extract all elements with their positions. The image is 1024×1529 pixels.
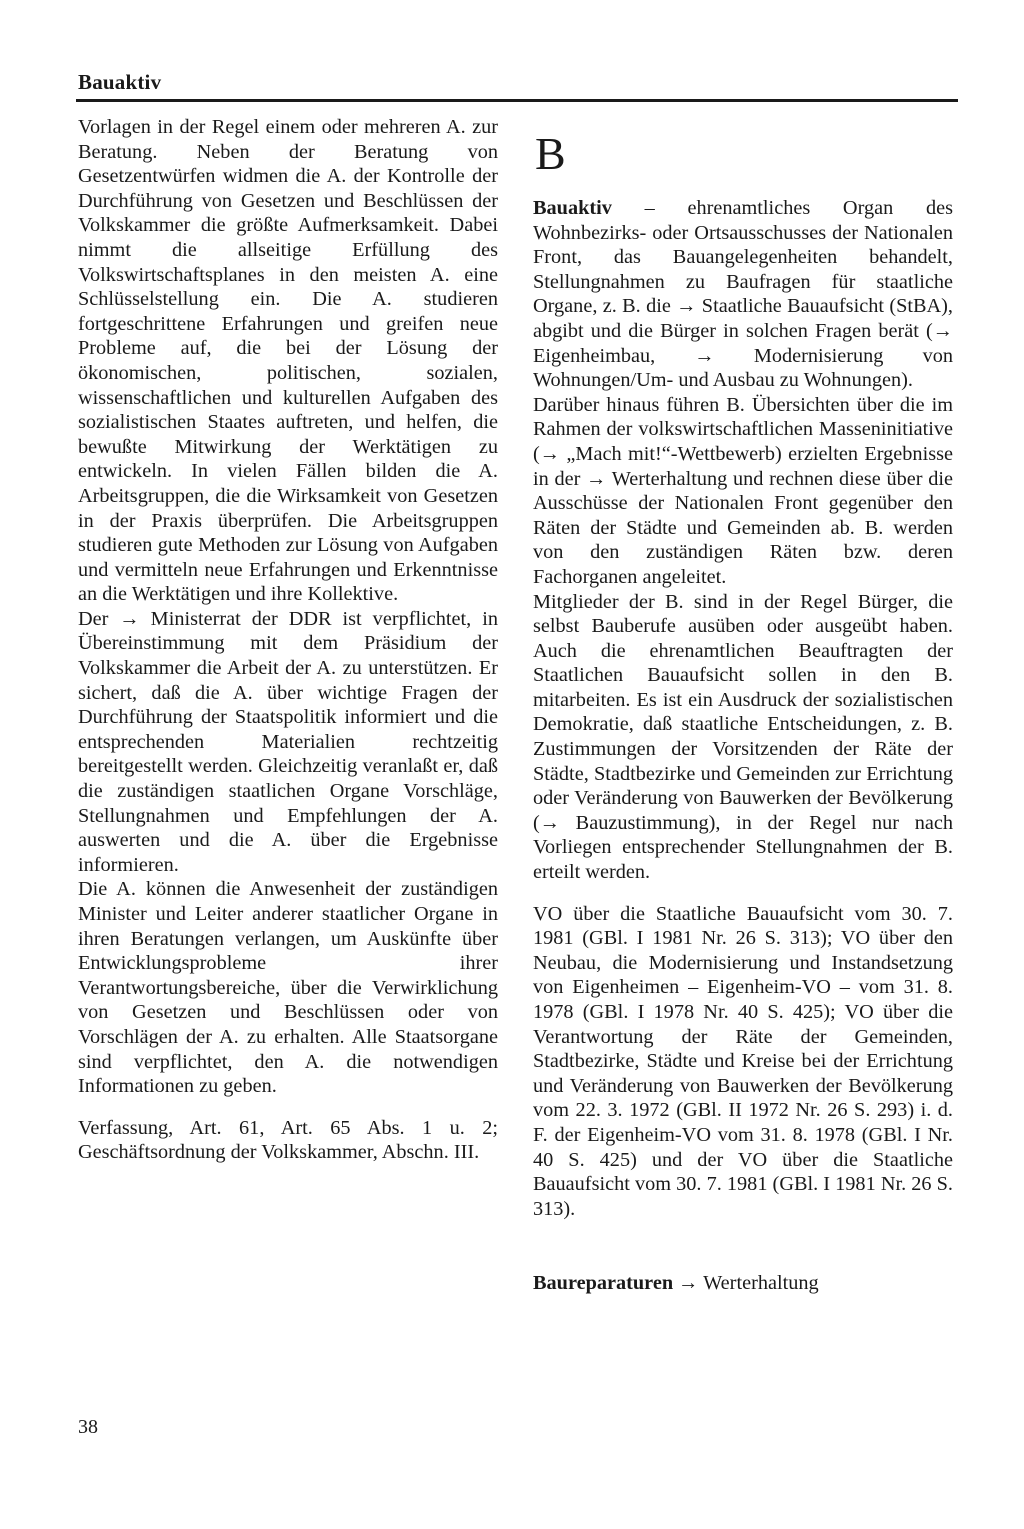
right-column [533, 115, 953, 1296]
right-reference: VO über die Staatliche Bauaufsicht vom 30. 7. 1981 (GBl. I 1981 Nr. 26 S. 313); VO über den Neubau, die Modernisierung und Instandsetzung von Eigenheimen – Eigenheim-VO – vom 31. 8. 1978 (GBl. I 1978 Nr. 40 S. 425); VO über die Verantwortung der Räte der Gemeinden, Stadtbezirke, Städte und Kreise bei der Errichtung und Veränderung von Bauwerken der Bevölkerung vom 22. 3. 1972 (GBl. II 1972 Nr. 26 S. 293) i. d. F. der Eigenheim-VO vom 31. 8. 1978 (GBl. I Nr. 40 S. 425) und der VO über die Staatliche Bauaufsicht vom 30. 7. 1981 (GBl. I 1981 Nr. 26 S. 313). [533, 902, 953, 1220]
left-paragraph: Der → Ministerrat der DDR ist verpflichtet, in Übereinstimmung mit dem Präsidium der Volkskammer die Arbeit der A. zu unterstützen. Er sichert, daß die A. über wichtige Fragen der Durchführung der Staatspolitik informiert und die entsprechenden Materialien rechtzeitig bereitgestellt werden. Gleichzeitig veranlaßt er, daß die zuständigen staatlichen Organe Vorschläge, Stellungnahmen und Empfehlungen der A. auswerten und die A. über die Ergebnisse informieren. [78, 607, 498, 876]
section-letter: B [535, 128, 566, 179]
left-paragraph: Die A. können die Anwesenheit der zuständigen Minister und Leiter anderer staatlicher Organe in ihren Beratungen verlangen, um Auskünfte über Entwicklungsprobleme ihrer Verantwortungsbereiche, über die Verwirklichung von Gesetzen und Beschlüssen oder von Vorschlägen der A. zu erhalten. Alle Staatsorgane sind verpflichtet, den A. die notwendigen Informationen zu geben. [78, 878, 498, 1098]
entry-paragraph: Mitglieder der B. sind in der Regel Bürger, die selbst Bauberufe ausüben oder ausgeübt haben. Auch die ehrenamtlichen Beauftragten der Staatlichen Bauaufsicht sollen in den B. mitarbeiten. Es ist ein Ausdruck der sozialistischen Demokratie, daß staatliche Entscheidungen, z. B. Zustimmungen der Vorsitzenden der Räte der Städte, Stadtbezirke und Gemeinden zur Errichtung oder Veränderung von Bauwerken der Bevölkerung (→ Bauzustimmung), in der Regel nur nach Vorliegen entsprechender Stellungnahmen der B. erteilt werden. [533, 590, 953, 884]
entry-definition: – ehrenamtliches Organ des Wohnbezirks- oder Ortsausschusses der Nationalen Front, das Bauangelegenheiten behandelt, Stellungnahmen zu Baufragen für staatliche Organe, z. B. die → Staatliche Bauaufsicht (StBA), abgibt und die Bürger in solchen Fragen berät (→ Eigenheimbau, → Modernisierung von Wohnungen/Um- und Ausbau zu Wohnungen). [533, 197, 953, 392]
cross-ref-term: Baureparaturen [533, 1272, 674, 1295]
cross-ref-target: → Werterhaltung [673, 1272, 819, 1295]
cross-reference [533, 1271, 953, 1296]
page-number: 38 [78, 1416, 98, 1438]
entry-term: Bauaktiv [533, 197, 612, 219]
left-paragraph: Vorlagen in der Regel einem oder mehreren A. zur Beratung. Neben der Beratung von Gesetzentwürfen widmen die A. der Kontrolle der Durchführung von Gesetzen und Beschlüssen der Volkskammer die größte Aufmerksamkeit. Dabei nimmt die allseitige Erfüllung des Volkswirtschaftsplanes in den meisten A. eine Schlüsselstellung ein. Die A. studieren fortgeschrittene Erfahrungen und greifen neue Probleme auf, die bei der Lösung der ökonomischen, politischen, sozialen, wissenschaftlichen und kulturellen Aufgaben des sozialistischen Staates auftreten, und helfen, die bewußte Mitwirkung der Werktätigen zu entwickeln. In vielen Fällen bilden die A. Arbeitsgruppen, die die Wirksamkeit von Gesetzen in der Praxis überprüfen. Die Arbeitsgruppen studieren gute Methoden zur Lösung von Aufgaben und vermitteln neue Erfahrungen und Erkenntnisse an die Werktätigen und ihre Kollektive. [78, 116, 498, 606]
entry-paragraph: Darüber hinaus führen B. Übersichten über die im Rahmen der volkswirtschaftlichen Masseninitiative (→ „Mach mit!“-Wettbewerb) erzielten Ergebnisse in der → Werterhaltung und rechnen diese über die Ausschüsse der Nationalen Front gegenüber den Räten der Städte und Gemeinden ab. B. werden von den zuständigen Räten bzw. deren Fachorganen angeleitet. [533, 393, 953, 588]
header-rule [76, 99, 958, 102]
running-head: Bauaktiv [78, 70, 162, 94]
left-reference: Verfassung, Art. 61, Art. 65 Abs. 1 u. 2; Geschäftsordnung der Volkskammer, Abschn. III. [78, 1116, 498, 1164]
entry-bauaktiv [533, 196, 953, 393]
left-column [78, 115, 498, 1165]
